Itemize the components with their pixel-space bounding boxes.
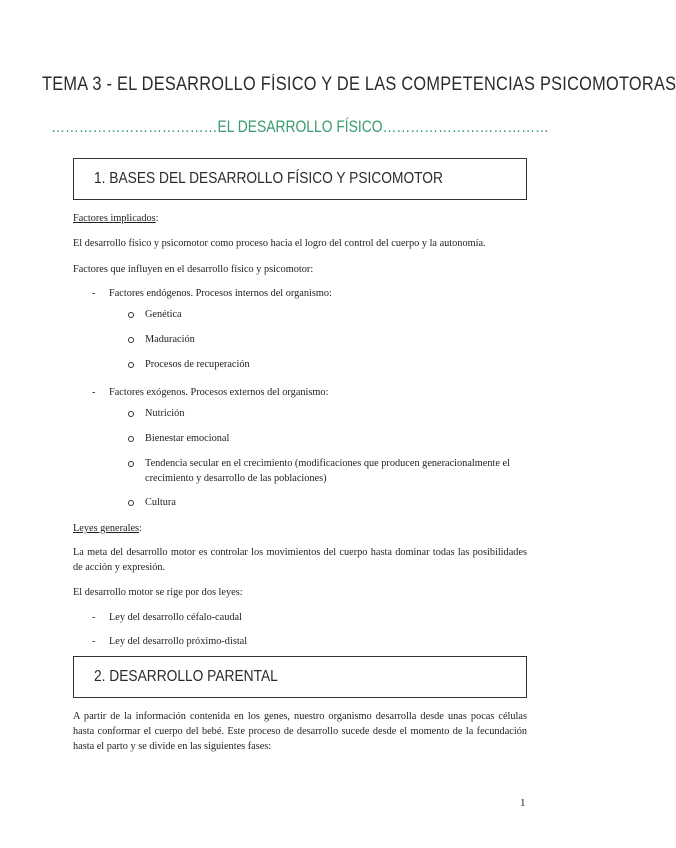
- document-title: TEMA 3 - EL DESARROLLO FÍSICO Y DE LAS COMPETENCIAS PSICOMOTORAS: [42, 74, 676, 95]
- bullet-circle: [128, 312, 134, 318]
- section-heading-2: [73, 656, 527, 698]
- list-item: Cultura: [145, 497, 176, 508]
- list-item: Maduración: [145, 334, 195, 345]
- section-heading-1: [73, 158, 527, 200]
- list-item: Bienestar emocional: [145, 433, 230, 444]
- section-heading-1-label: 1. BASES DEL DESARROLLO FÍSICO Y PSICOMOTOR: [94, 170, 443, 187]
- document-subtitle: ………………………………EL DESARROLLO FÍSICO………………………………: [51, 118, 549, 136]
- list-item: Tendencia secular en el crecimiento (modificaciones que producen generacionalmente el crecimiento y desarrollo de las poblaciones): [145, 458, 510, 484]
- paragraph-4: El desarrollo motor se rige por dos leyes:: [73, 587, 243, 598]
- list-item-ley: Ley del desarrollo próximo-distal: [109, 636, 248, 647]
- bullet-circle: [128, 411, 134, 417]
- list-dash: -: [92, 636, 96, 647]
- bullet-circle: [128, 500, 134, 506]
- list-item: Genética: [145, 309, 182, 320]
- page-number: 1: [520, 797, 526, 809]
- list-item: Nutrición: [145, 408, 185, 419]
- section-heading-2-label: 2. DESARROLLO PARENTAL: [94, 668, 278, 685]
- paragraph-1: El desarrollo físico y psicomotor como proceso hacia el logro del control del cuerpo y la autonomía.: [73, 238, 486, 249]
- list-item-exogenos: Factores exógenos. Procesos externos del organismo:: [109, 387, 329, 398]
- paragraph-3: La meta del desarrollo motor es controlar los movimientos del cuerpo hasta dominar todas las posibilidades de acción y expresión.: [73, 547, 527, 573]
- bullet-circle: [128, 461, 134, 467]
- paragraph-2: Factores que influyen en el desarrollo físico y psicomotor:: [73, 264, 314, 275]
- list-item-ley: Ley del desarrollo céfalo-caudal: [109, 612, 242, 623]
- paragraph-5: A partir de la información contenida en los genes, nuestro organismo desarrolla desde unas pocas células hasta conformar el cuerpo del bebé. Este proceso de desarrollo sucede desde el momento de la fecundación hasta el parto y se divide en las siguientes fases:: [73, 711, 527, 752]
- list-dash: -: [92, 612, 96, 623]
- bullet-circle: [128, 362, 134, 368]
- factores-implicados-heading: Factores implicados:: [73, 213, 159, 224]
- leyes-generales-heading: Leyes generales:: [73, 523, 142, 534]
- list-dash: -: [92, 288, 96, 299]
- list-item: Procesos de recuperación: [145, 359, 250, 370]
- list-item-endogenos: Factores endógenos. Procesos internos del organismo:: [109, 288, 332, 299]
- bullet-circle: [128, 436, 134, 442]
- bullet-circle: [128, 337, 134, 343]
- list-dash: -: [92, 387, 96, 398]
